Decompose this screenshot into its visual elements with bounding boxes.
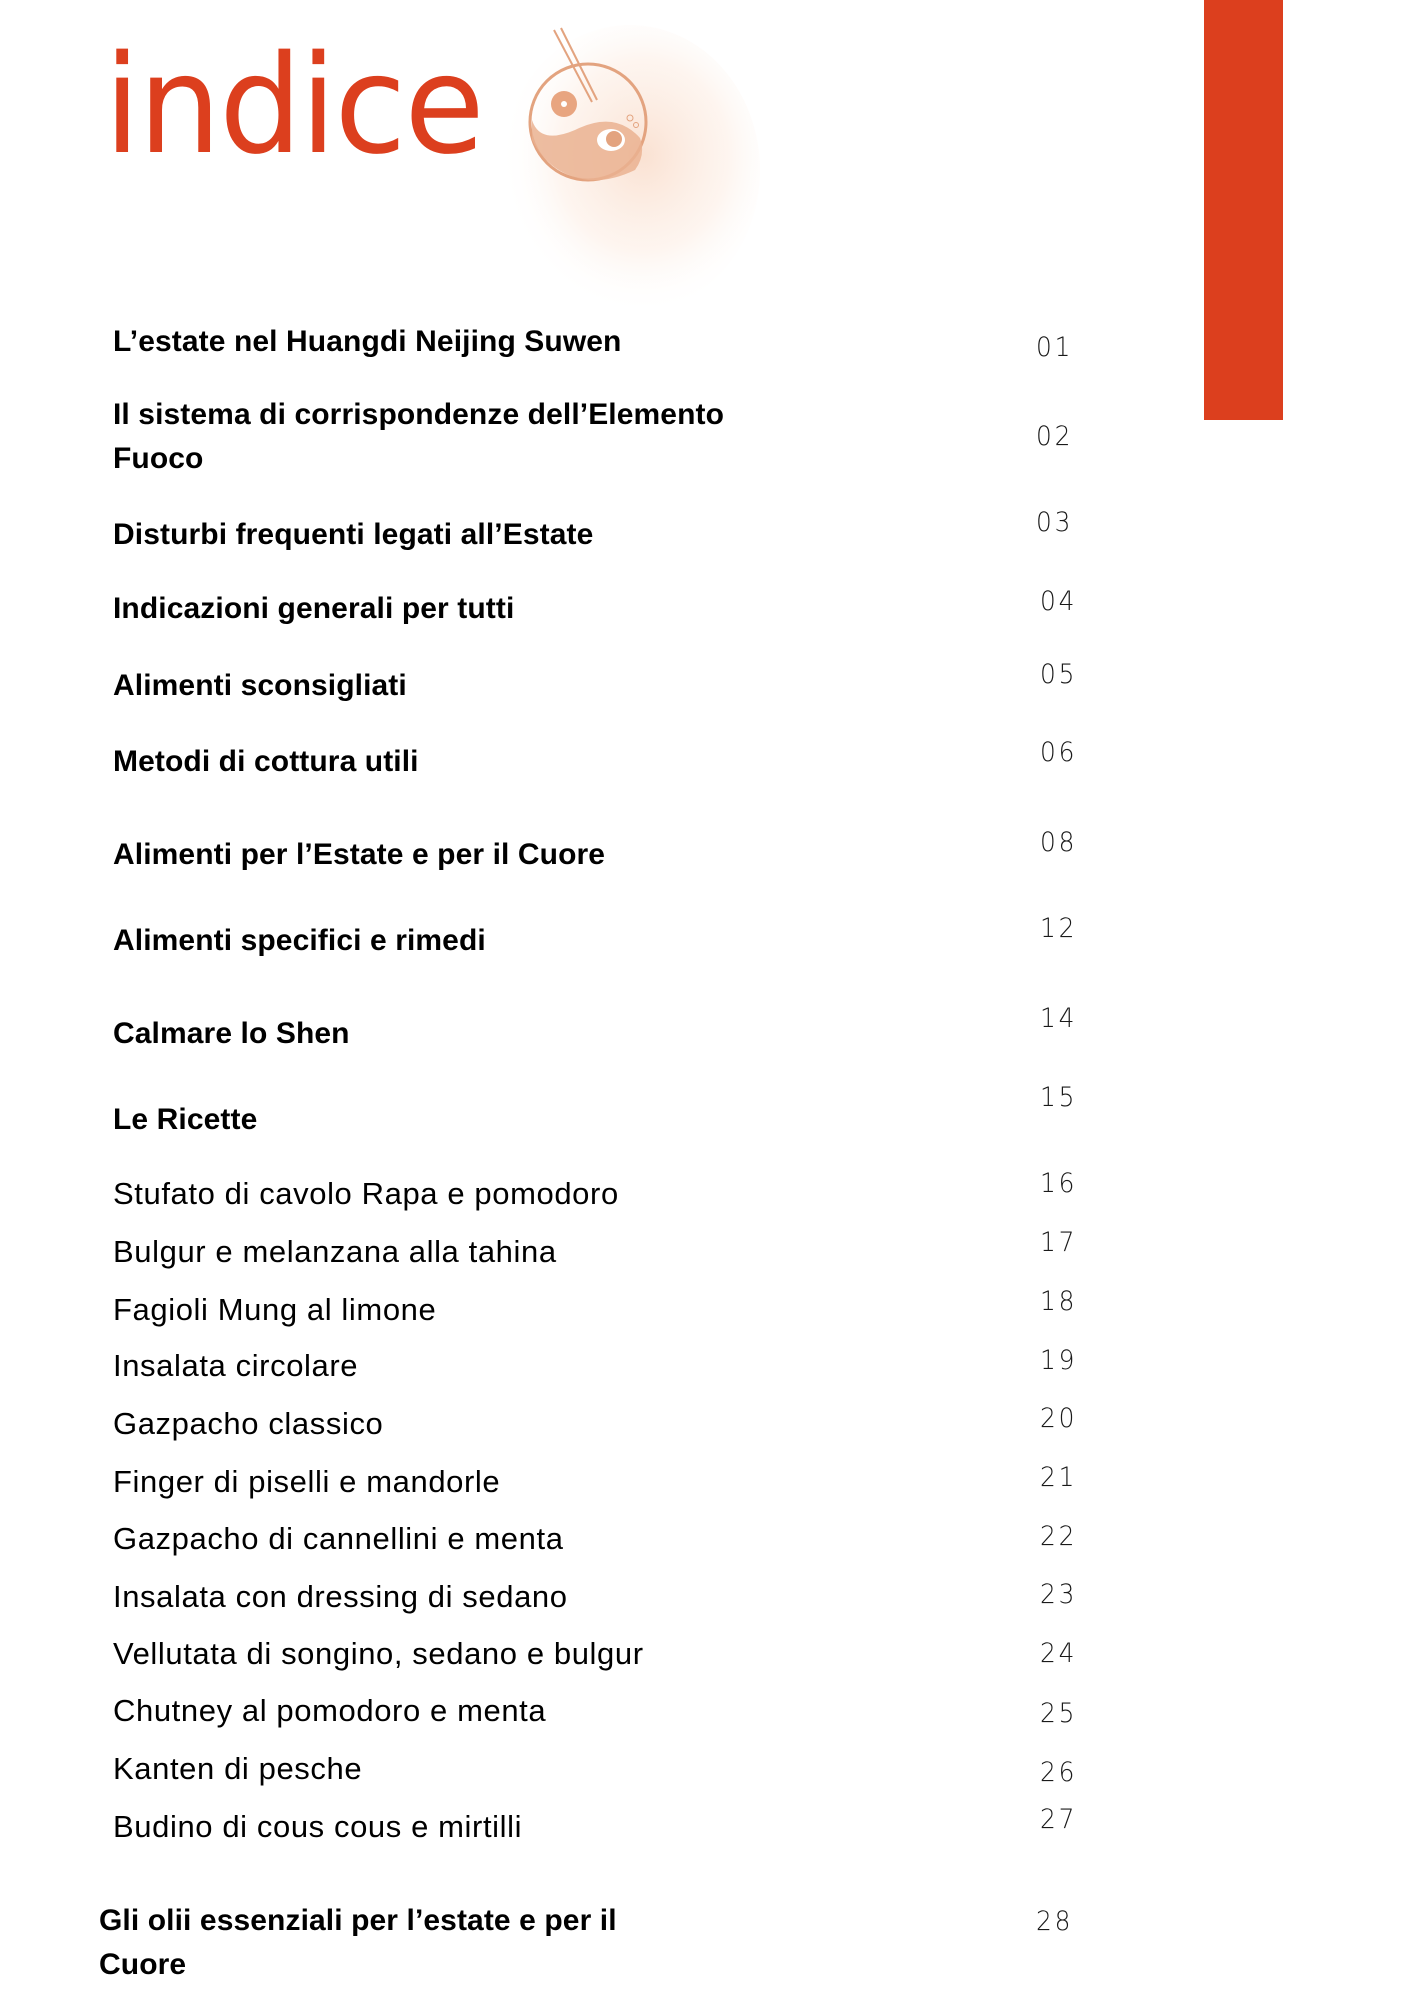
- recipe-entry[interactable]: Gazpacho classico: [113, 1406, 384, 1441]
- toc-entry[interactable]: Calmare lo Shen: [113, 1017, 350, 1050]
- toc-entry-line: Fuoco: [113, 442, 204, 475]
- page-number: 21: [1040, 1462, 1078, 1493]
- page-number: 24: [1040, 1638, 1078, 1669]
- toc-entry-line: Cuore: [99, 1948, 187, 1981]
- toc-entry[interactable]: [113, 393, 873, 481]
- toc-entry[interactable]: [99, 1899, 859, 1987]
- recipe-entry[interactable]: Vellutata di songino, sedano e bulgur: [113, 1636, 644, 1671]
- toc-entry[interactable]: Indicazioni generali per tutti: [113, 592, 515, 625]
- page-number: 15: [1040, 1082, 1078, 1113]
- toc-entry[interactable]: Le Ricette: [113, 1103, 258, 1136]
- recipe-entry[interactable]: Bulgur e melanzana alla tahina: [113, 1234, 557, 1269]
- yin-yang-noodle-bowl-icon: [480, 20, 760, 320]
- toc-entry-line: Il sistema di corrispondenze dell’Elemento: [113, 398, 725, 431]
- toc-entry-line: Gli olii essenziali per l’estate e per il: [99, 1904, 617, 1937]
- egg-yolk: [606, 131, 622, 147]
- recipe-entry[interactable]: Insalata circolare: [113, 1348, 359, 1383]
- page-number: 08: [1040, 827, 1078, 858]
- toc-entry[interactable]: Metodi di cottura utili: [113, 745, 419, 778]
- page-number: 03: [1036, 507, 1074, 538]
- page-number: 20: [1040, 1403, 1078, 1434]
- page-number: 25: [1040, 1698, 1078, 1729]
- page-number: 16: [1040, 1168, 1078, 1199]
- recipe-entry[interactable]: Insalata con dressing di sedano: [113, 1579, 568, 1614]
- page-number: 14: [1040, 1003, 1078, 1034]
- toc-entry[interactable]: Alimenti specifici e rimedi: [113, 924, 486, 957]
- page-title: indice: [104, 27, 483, 185]
- page-number: 02: [1036, 421, 1074, 452]
- recipe-entry[interactable]: Gazpacho di cannellini e menta: [113, 1521, 564, 1556]
- page-number: 23: [1040, 1579, 1078, 1610]
- toc-entry[interactable]: Alimenti per l’Estate e per il Cuore: [113, 838, 606, 871]
- page-number: 17: [1040, 1227, 1078, 1258]
- recipe-entry[interactable]: Stufato di cavolo Rapa e pomodoro: [113, 1176, 619, 1211]
- accent-bar: [1204, 0, 1283, 420]
- recipe-entry[interactable]: Fagioli Mung al limone: [113, 1292, 437, 1327]
- page-number: 01: [1036, 332, 1074, 363]
- page-number: 06: [1040, 737, 1078, 768]
- page-number: 19: [1040, 1345, 1078, 1376]
- toc-entry[interactable]: Alimenti sconsigliati: [113, 669, 407, 702]
- page-number: 12: [1040, 913, 1078, 944]
- page-number: 26: [1040, 1757, 1078, 1788]
- recipe-entry[interactable]: Budino di cous cous e mirtilli: [113, 1809, 523, 1844]
- lotus-hole: [561, 101, 567, 107]
- page-number: 28: [1036, 1906, 1074, 1937]
- toc-entry[interactable]: L’estate nel Huangdi Neijing Suwen: [113, 325, 622, 358]
- page-number: 18: [1040, 1286, 1078, 1317]
- toc-entry[interactable]: Disturbi frequenti legati all’Estate: [113, 518, 594, 551]
- page-number: 05: [1040, 659, 1078, 690]
- page-number: 22: [1040, 1521, 1078, 1552]
- recipe-entry[interactable]: Kanten di pesche: [113, 1751, 363, 1786]
- recipe-entry[interactable]: Finger di piselli e mandorle: [113, 1464, 501, 1499]
- recipe-entry[interactable]: Chutney al pomodoro e menta: [113, 1693, 547, 1728]
- page-number: 04: [1040, 586, 1078, 617]
- page-number: 27: [1040, 1804, 1078, 1835]
